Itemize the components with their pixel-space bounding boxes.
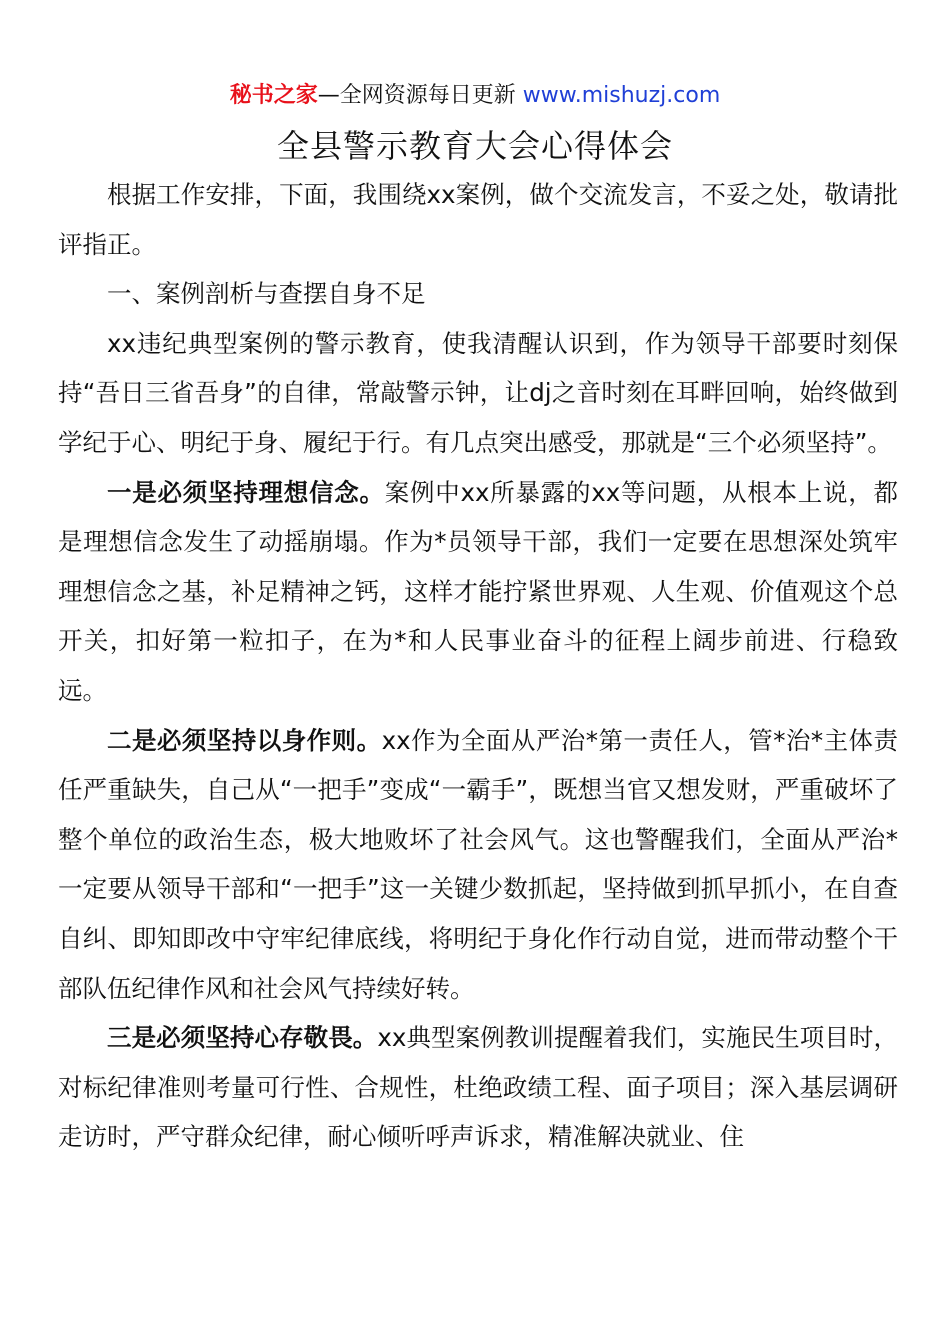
- paragraph-text: 根据工作安排，下面，我围绕xx案例，做个交流发言，不妥之处，敬请批评指正。: [58, 180, 898, 259]
- paragraph-lead: 二是必须坚持以身作则。: [107, 725, 382, 755]
- document-title: 全县警示教育大会心得体会: [276, 127, 673, 165]
- paragraph-point-one: [58, 468, 898, 716]
- document-body: [58, 170, 898, 1162]
- paragraph-intro: [58, 170, 898, 269]
- paragraph-point-two: [58, 716, 898, 1014]
- site-header: [0, 80, 950, 112]
- site-slogan: —全网资源每日更新: [317, 83, 516, 108]
- paragraph-text: xx作为全面从严治*第一责任人，管*治*主体责任严重缺失，自己从“一把手”变成“一霸手”，既想当官又想发财，严重破坏了整个单位的政治生态，极大地败坏了社会风气。这也警醒我们，全面从严治*一定要从领导干部和“一把手”这一关键少数抓起，坚持做到抓早抓小，在自查自纠、即知即改中守牢纪律底线，将明纪于身化作行动自觉，进而带动整个干部队伍纪律作风和社会风气持续好转。: [58, 725, 899, 1003]
- paragraph-text: 案例中xx所暴露的xx等问题，从根本上说，都是理想信念发生了动摇崩塌。作为*员领导干部，我们一定要在思想深处筑牢理想信念之基，补足精神之钙，这样才能拧紧世界观、人生观、价值观这个总开关，扣好第一粒扣子，在为*和人民事业奋斗的征程上阔步前进、行稳致远。: [58, 477, 898, 705]
- paragraph-text: xx违纪典型案例的警示教育，使我清醒认识到，作为领导干部要时刻保持“吾日三省吾身”的自律，常敲警示钟，让dj之音时刻在耳畔回响，始终做到学纪于心、明纪于身、履纪于行。有几点突出感受，那就是“三个必须坚持”。: [58, 328, 898, 457]
- brand-name: 秘书之家: [229, 83, 318, 108]
- section-heading: [58, 269, 898, 319]
- paragraph-text: xx典型案例教训提醒着我们，实施民生项目时，对标纪律准则考量可行性、合规性，杜绝政绩工程、面子项目；深入基层调研走访时，严守群众纪律，耐心倾听呼声诉求，精准解决就业、住: [58, 1023, 898, 1152]
- paragraph-lead: 三是必须坚持心存敬畏。: [107, 1023, 378, 1053]
- section-heading-text: 一、案例剖析与查摆自身不足: [107, 279, 426, 309]
- paragraph-overview: [58, 319, 898, 468]
- site-url-link[interactable]: www.mishuzj.com: [522, 83, 721, 108]
- paragraph-lead: 一是必须坚持理想信念。: [107, 477, 385, 507]
- paragraph-point-three: [58, 1013, 898, 1162]
